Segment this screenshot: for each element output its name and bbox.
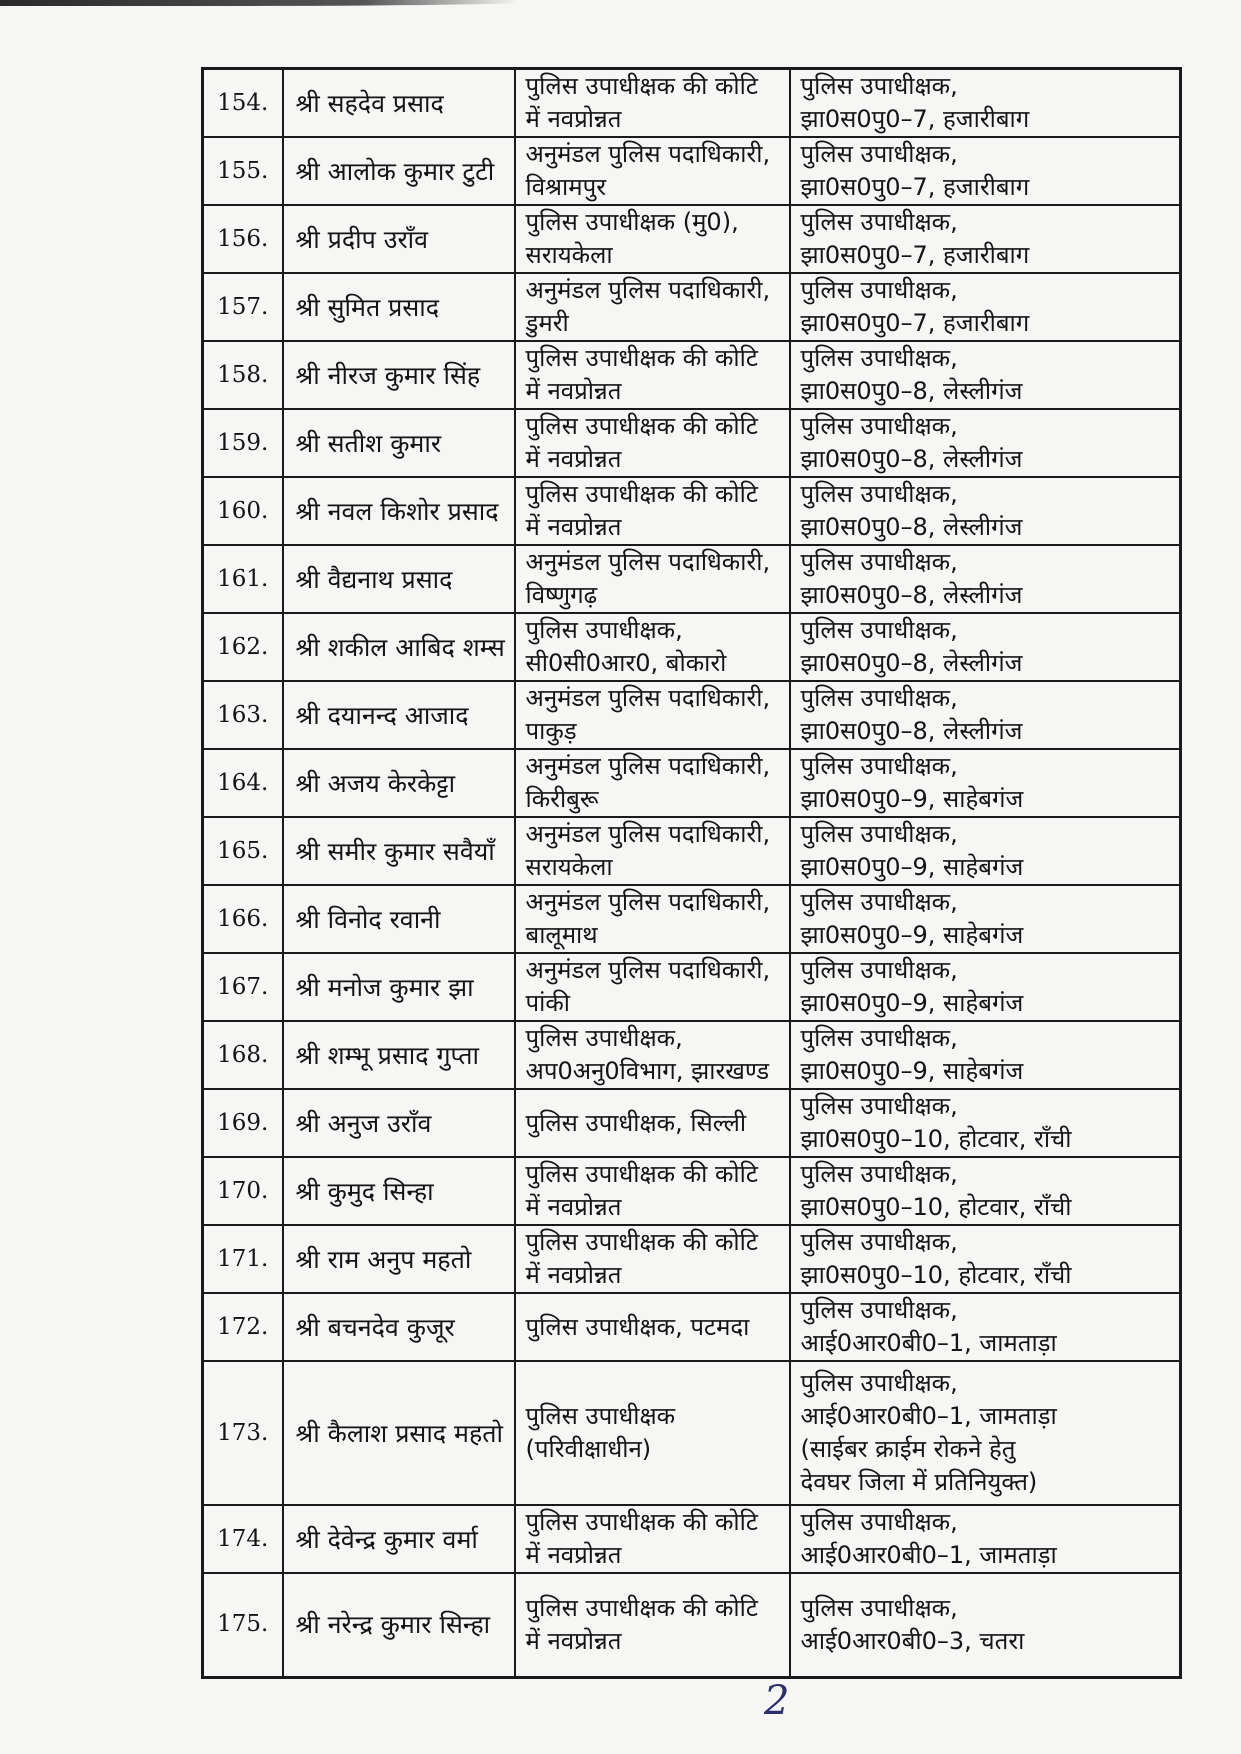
new-posting-line: झा0स0पु0–9, साहेबगंज (800, 1057, 1024, 1085)
new-posting-cell (790, 1089, 1181, 1157)
officer-name-cell: श्री अजय केरकेट्टा (283, 749, 515, 817)
new-posting-line: पुलिस उपाधीक्षक, (800, 72, 958, 100)
new-posting-line: झा0स0पु0–10, होटवार, राँची (800, 1261, 1072, 1289)
table-row (203, 1021, 1181, 1089)
officer-name-cell: श्री दयानन्द आजाद (283, 681, 515, 749)
current-posting-cell (515, 1505, 790, 1573)
officer-name-cell: श्री सतीश कुमार (283, 409, 515, 477)
table-row (203, 477, 1181, 545)
current-posting-line: में नवप्रोन्नत (525, 1541, 622, 1569)
new-posting-line: झा0स0पु0–8, लेस्लीगंज (800, 513, 1023, 541)
current-posting-line: पुलिस उपाधीक्षक, सिल्ली (525, 1108, 747, 1137)
new-posting-cell (790, 953, 1181, 1021)
table-row (203, 205, 1181, 273)
officer-name-cell: श्री देवेन्द्र कुमार वर्मा (283, 1505, 515, 1573)
current-posting-line: पाकुड़ (525, 717, 577, 745)
officer-name-cell: श्री सहदेव प्रसाद (283, 69, 515, 138)
officer-name-cell: श्री विनोद रवानी (283, 885, 515, 953)
serial-number-cell: 175. (203, 1573, 283, 1677)
officer-name-cell: श्री शकील आबिद शम्स (283, 613, 515, 681)
new-posting-line: पुलिस उपाधीक्षक, (800, 344, 958, 372)
new-posting-cell (790, 749, 1181, 817)
serial-number-cell: 170. (203, 1157, 283, 1225)
new-posting-cell (790, 1225, 1181, 1293)
new-posting-line: पुलिस उपाधीक्षक, (800, 1092, 958, 1120)
new-posting-line: पुलिस उपाधीक्षक, (800, 1369, 958, 1397)
new-posting-line: पुलिस उपाधीक्षक, (800, 820, 958, 848)
officer-name-cell: श्री राम अनुप महतो (283, 1225, 515, 1293)
current-posting-cell (515, 613, 790, 681)
table-row (203, 817, 1181, 885)
serial-number-cell: 154. (203, 69, 283, 138)
new-posting-line: झा0स0पु0–7, हजारीबाग (800, 309, 1030, 337)
table-row (203, 137, 1181, 205)
current-posting-line: डुमरी (525, 309, 569, 337)
serial-number-cell: 164. (203, 749, 283, 817)
new-posting-line: पुलिस उपाधीक्षक, (800, 1296, 958, 1324)
table-row (203, 749, 1181, 817)
officer-name-cell: श्री अनुज उराँव (283, 1089, 515, 1157)
current-posting-cell (515, 69, 790, 138)
new-posting-line: आई0आर0बी0–1, जामताड़ा (800, 1402, 1057, 1430)
current-posting-cell (515, 885, 790, 953)
new-posting-line: पुलिस उपाधीक्षक, (800, 1024, 958, 1052)
serial-number-cell: 167. (203, 953, 283, 1021)
table-row (203, 1225, 1181, 1293)
table-row (203, 1157, 1181, 1225)
new-posting-line: झा0स0पु0–8, लेस्लीगंज (800, 445, 1023, 473)
current-posting-cell (515, 477, 790, 545)
new-posting-cell (790, 1021, 1181, 1089)
current-posting-line: पुलिस उपाधीक्षक (525, 1402, 676, 1430)
current-posting-line: सरायकेला (525, 241, 613, 269)
new-posting-line: झा0स0पु0–8, लेस्लीगंज (800, 377, 1023, 405)
serial-number-cell: 157. (203, 273, 283, 341)
current-posting-cell (515, 681, 790, 749)
table-row (203, 1573, 1181, 1677)
current-posting-line: अनुमंडल पुलिस पदाधिकारी, (525, 956, 771, 984)
current-posting-line: अनुमंडल पुलिस पदाधिकारी, (525, 752, 771, 780)
current-posting-cell (515, 817, 790, 885)
new-posting-line: पुलिस उपाधीक्षक, (800, 956, 958, 984)
new-posting-cell (790, 69, 1181, 138)
current-posting-line: (परिवीक्षाधीन) (525, 1435, 652, 1463)
current-posting-cell (515, 1293, 790, 1361)
serial-number-cell: 171. (203, 1225, 283, 1293)
new-posting-cell (790, 1573, 1181, 1677)
serial-number-cell: 169. (203, 1089, 283, 1157)
serial-number-cell: 173. (203, 1361, 283, 1505)
officer-name-cell: श्री कैलाश प्रसाद महतो (283, 1361, 515, 1505)
new-posting-cell (790, 409, 1181, 477)
new-posting-line: पुलिस उपाधीक्षक, (800, 208, 958, 236)
current-posting-line: पुलिस उपाधीक्षक, (525, 616, 683, 644)
current-posting-line: अनुमंडल पुलिस पदाधिकारी, (525, 684, 771, 712)
current-posting-line: पुलिस उपाधीक्षक, (525, 1024, 683, 1052)
current-posting-cell (515, 273, 790, 341)
current-posting-line: अनुमंडल पुलिस पदाधिकारी, (525, 888, 771, 916)
current-posting-line: किरीबुरू (525, 785, 599, 813)
current-posting-line: पुलिस उपाधीक्षक की कोटि (525, 1593, 758, 1622)
new-posting-line: पुलिस उपाधीक्षक, (800, 888, 958, 916)
table-body (203, 69, 1181, 1678)
new-posting-line: झा0स0पु0–9, साहेबगंज (800, 785, 1024, 813)
current-posting-line: अनुमंडल पुलिस पदाधिकारी, (525, 820, 771, 848)
current-posting-cell (515, 1573, 790, 1677)
current-posting-line: में नवप्रोन्नत (525, 513, 622, 541)
new-posting-cell (790, 1361, 1181, 1505)
serial-number-cell: 160. (203, 477, 283, 545)
new-posting-line: आई0आर0बी0–1, जामताड़ा (800, 1541, 1057, 1569)
current-posting-line: पुलिस उपाधीक्षक (मु0), (525, 208, 739, 236)
serial-number-cell: 161. (203, 545, 283, 613)
new-posting-line: आई0आर0बी0–1, जामताड़ा (800, 1329, 1057, 1357)
table-row (203, 953, 1181, 1021)
table-row (203, 1505, 1181, 1573)
table-row (203, 545, 1181, 613)
current-posting-cell (515, 1225, 790, 1293)
new-posting-cell (790, 545, 1181, 613)
new-posting-cell (790, 1157, 1181, 1225)
new-posting-line: झा0स0पु0–7, हजारीबाग (800, 105, 1030, 133)
current-posting-cell (515, 1021, 790, 1089)
new-posting-cell (790, 885, 1181, 953)
current-posting-line: अनुमंडल पुलिस पदाधिकारी, (525, 548, 771, 576)
serial-number-cell: 158. (203, 341, 283, 409)
table-row (203, 69, 1181, 138)
new-posting-line: झा0स0पु0–7, हजारीबाग (800, 173, 1030, 201)
current-posting-line: पुलिस उपाधीक्षक की कोटि (525, 412, 758, 440)
new-posting-line: देवघर जिला में प्रतिनियुक्त) (800, 1468, 1038, 1496)
new-posting-line: पुलिस उपाधीक्षक, (800, 1593, 958, 1622)
new-posting-line: पुलिस उपाधीक्षक, (800, 616, 958, 644)
officer-name-cell: श्री शम्भू प्रसाद गुप्ता (283, 1021, 515, 1089)
table-row (203, 1293, 1181, 1361)
current-posting-line: पांकी (525, 989, 570, 1017)
new-posting-line: आई0आर0बी0–3, चतरा (800, 1626, 1025, 1655)
table-row (203, 341, 1181, 409)
new-posting-cell (790, 205, 1181, 273)
table-row (203, 1089, 1181, 1157)
current-posting-cell (515, 1157, 790, 1225)
serial-number-cell: 165. (203, 817, 283, 885)
new-posting-cell (790, 681, 1181, 749)
current-posting-line: अनुमंडल पुलिस पदाधिकारी, (525, 276, 771, 304)
new-posting-cell (790, 613, 1181, 681)
current-posting-cell (515, 545, 790, 613)
current-posting-cell (515, 953, 790, 1021)
current-posting-cell (515, 137, 790, 205)
current-posting-line: में नवप्रोन्नत (525, 1261, 622, 1289)
current-posting-line: पुलिस उपाधीक्षक की कोटि (525, 1160, 758, 1188)
new-posting-line: (साईबर क्राईम रोकने हेतु (800, 1435, 1016, 1463)
current-posting-cell (515, 749, 790, 817)
current-posting-line: विष्णुगढ़ (525, 581, 598, 609)
current-posting-line: पुलिस उपाधीक्षक की कोटि (525, 72, 758, 100)
serial-number-cell: 172. (203, 1293, 283, 1361)
new-posting-line: झा0स0पु0–9, साहेबगंज (800, 853, 1024, 881)
transfer-table (201, 67, 1182, 1679)
new-posting-line: पुलिस उपाधीक्षक, (800, 480, 958, 508)
current-posting-line: पुलिस उपाधीक्षक की कोटि (525, 344, 758, 372)
serial-number-cell: 159. (203, 409, 283, 477)
current-posting-cell (515, 1361, 790, 1505)
table-row (203, 409, 1181, 477)
current-posting-line: सी0सी0आर0, बोकारो (525, 649, 727, 677)
current-posting-cell (515, 205, 790, 273)
new-posting-cell (790, 341, 1181, 409)
current-posting-cell (515, 409, 790, 477)
new-posting-line: पुलिस उपाधीक्षक, (800, 276, 958, 304)
scan-edge-mark (0, 0, 520, 6)
page-number: 2 (764, 1678, 790, 1724)
new-posting-line: पुलिस उपाधीक्षक, (800, 1228, 958, 1256)
new-posting-line: पुलिस उपाधीक्षक, (800, 140, 958, 168)
table-row (203, 885, 1181, 953)
current-posting-line: में नवप्रोन्नत (525, 445, 622, 473)
officer-name-cell: श्री कुमुद सिन्हा (283, 1157, 515, 1225)
new-posting-cell (790, 137, 1181, 205)
current-posting-line: में नवप्रोन्नत (525, 105, 622, 133)
current-posting-cell (515, 1089, 790, 1157)
new-posting-line: झा0स0पु0–10, होटवार, राँची (800, 1193, 1072, 1221)
new-posting-line: पुलिस उपाधीक्षक, (800, 412, 958, 440)
new-posting-line: पुलिस उपाधीक्षक, (800, 1508, 958, 1536)
officer-name-cell: श्री प्रदीप उराँव (283, 205, 515, 273)
serial-number-cell: 156. (203, 205, 283, 273)
current-posting-line: पुलिस उपाधीक्षक की कोटि (525, 1228, 758, 1256)
officer-name-cell: श्री सुमित प्रसाद (283, 273, 515, 341)
current-posting-line: में नवप्रोन्नत (525, 1626, 622, 1655)
new-posting-line: झा0स0पु0–9, साहेबगंज (800, 921, 1024, 949)
officer-name-cell: श्री नीरज कुमार सिंह (283, 341, 515, 409)
new-posting-line: झा0स0पु0–9, साहेबगंज (800, 989, 1024, 1017)
current-posting-line: अप0अनु0विभाग, झारखण्ड (525, 1057, 770, 1085)
officer-name-cell: श्री नरेन्द्र कुमार सिन्हा (283, 1573, 515, 1677)
new-posting-line: झा0स0पु0–8, लेस्लीगंज (800, 581, 1023, 609)
current-posting-cell (515, 341, 790, 409)
table-row (203, 1361, 1181, 1505)
new-posting-line: पुलिस उपाधीक्षक, (800, 548, 958, 576)
new-posting-line: पुलिस उपाधीक्षक, (800, 684, 958, 712)
officer-name-cell: श्री बचनदेव कुजूर (283, 1293, 515, 1361)
new-posting-cell (790, 477, 1181, 545)
officer-name-cell: श्री मनोज कुमार झा (283, 953, 515, 1021)
current-posting-line: पुलिस उपाधीक्षक की कोटि (525, 1508, 758, 1536)
officer-name-cell: श्री नवल किशोर प्रसाद (283, 477, 515, 545)
serial-number-cell: 155. (203, 137, 283, 205)
officer-name-cell: श्री वैद्यनाथ प्रसाद (283, 545, 515, 613)
table-row (203, 273, 1181, 341)
current-posting-line: सरायकेला (525, 853, 613, 881)
serial-number-cell: 163. (203, 681, 283, 749)
current-posting-line: में नवप्रोन्नत (525, 377, 622, 405)
current-posting-line: पुलिस उपाधीक्षक, पटमदा (525, 1312, 750, 1341)
new-posting-line: पुलिस उपाधीक्षक, (800, 752, 958, 780)
table-row (203, 681, 1181, 749)
new-posting-line: झा0स0पु0–8, लेस्लीगंज (800, 649, 1023, 677)
officer-name-cell: श्री समीर कुमार सवैयाँ (283, 817, 515, 885)
new-posting-line: झा0स0पु0–10, होटवार, राँची (800, 1125, 1072, 1153)
new-posting-line: झा0स0पु0–8, लेस्लीगंज (800, 717, 1023, 745)
current-posting-line: अनुमंडल पुलिस पदाधिकारी, (525, 140, 771, 168)
serial-number-cell: 168. (203, 1021, 283, 1089)
new-posting-cell (790, 817, 1181, 885)
current-posting-line: विश्रामपुर (525, 173, 607, 201)
new-posting-line: पुलिस उपाधीक्षक, (800, 1160, 958, 1188)
serial-number-cell: 166. (203, 885, 283, 953)
new-posting-line: झा0स0पु0–7, हजारीबाग (800, 241, 1030, 269)
officer-name-cell: श्री आलोक कुमार टुटी (283, 137, 515, 205)
serial-number-cell: 162. (203, 613, 283, 681)
new-posting-cell (790, 1505, 1181, 1573)
new-posting-cell (790, 273, 1181, 341)
serial-number-cell: 174. (203, 1505, 283, 1573)
current-posting-line: में नवप्रोन्नत (525, 1193, 622, 1221)
new-posting-cell (790, 1293, 1181, 1361)
current-posting-line: पुलिस उपाधीक्षक की कोटि (525, 480, 758, 508)
table-row (203, 613, 1181, 681)
current-posting-line: बालूमाथ (525, 921, 598, 949)
